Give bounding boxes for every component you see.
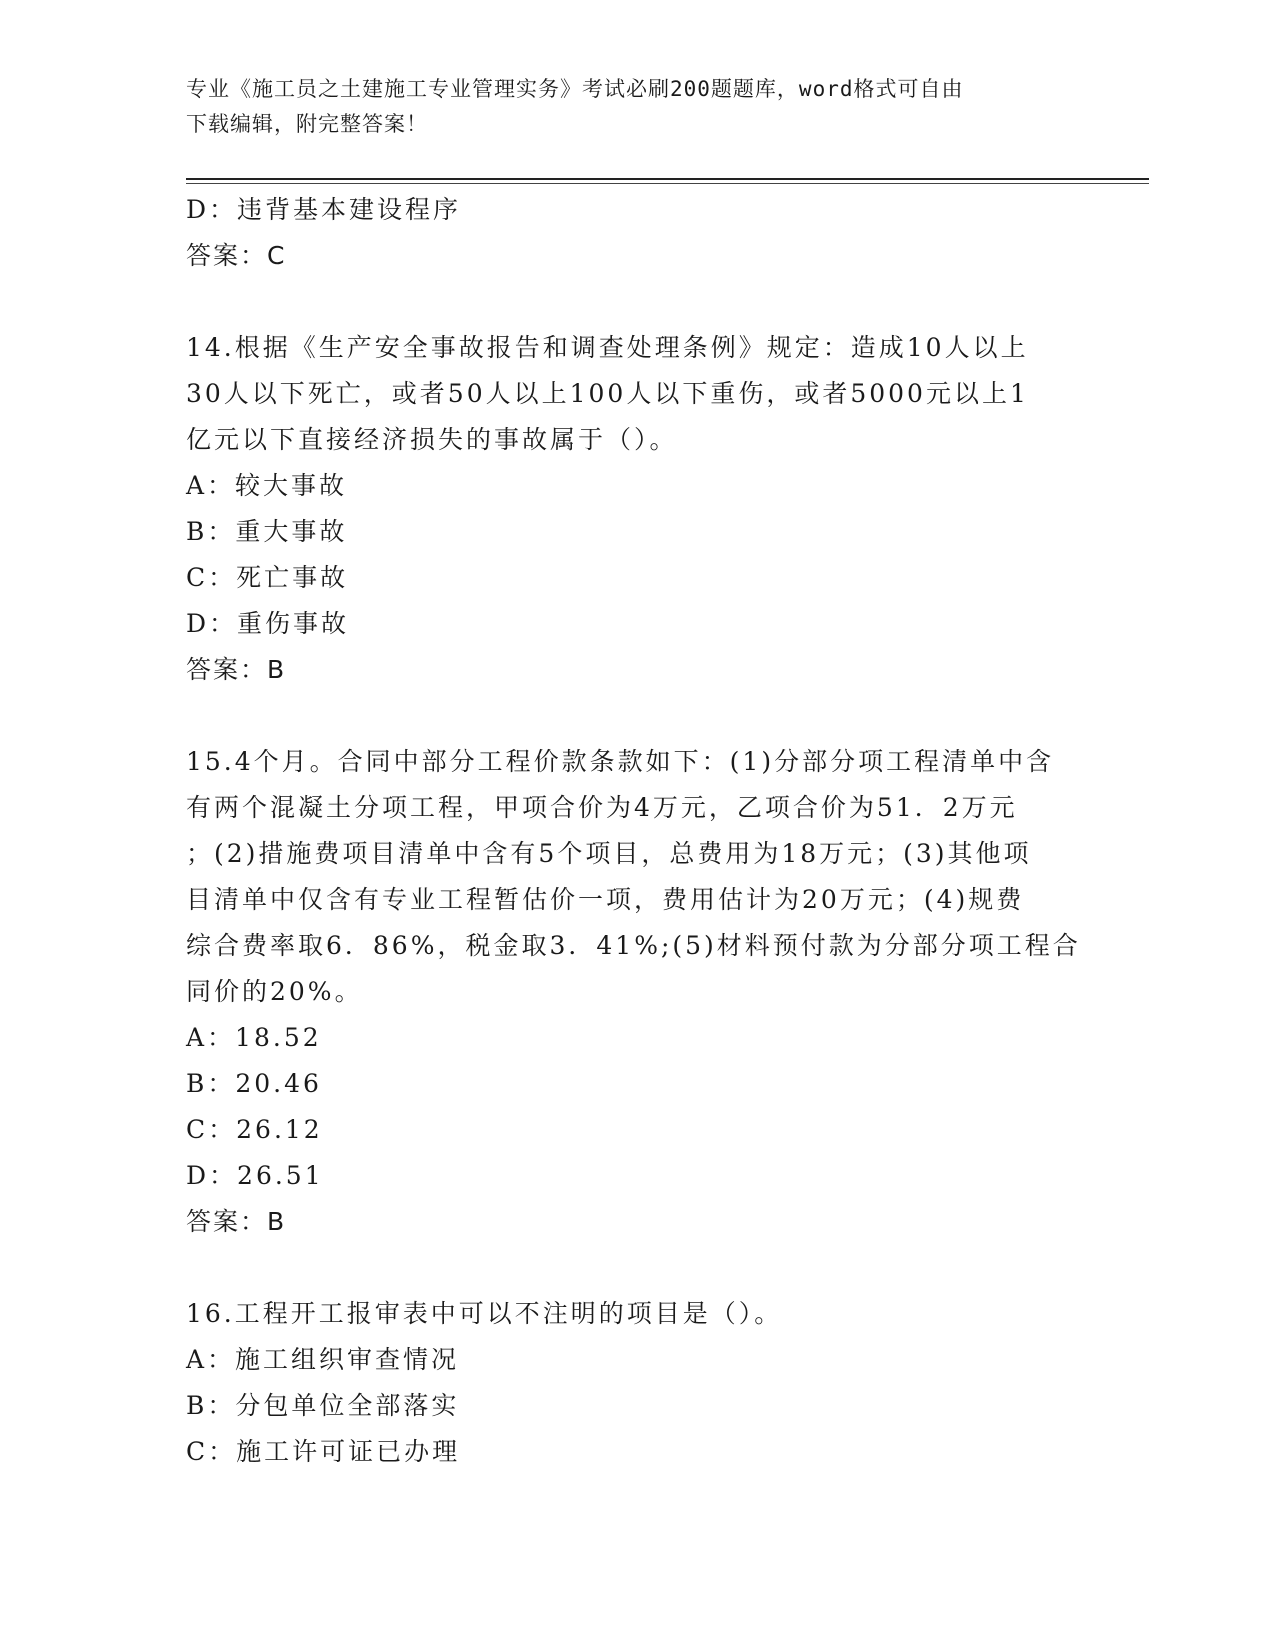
question-16	[186, 1291, 1086, 1475]
q15-stem-line-2: 有两个混凝土分项工程，甲项合价为4万元，乙项合价为51．2万元	[186, 793, 1018, 822]
header-line-1: 专业《施工员之土建施工专业管理实务》考试必刷200题题库，word格式可自由	[186, 77, 964, 101]
q16-stem-line-1: 16.工程开工报审表中可以不注明的项目是（）。	[186, 1299, 783, 1328]
q14-option-c: C：死亡事故	[186, 563, 349, 592]
q15-option-b: B：20.46	[186, 1069, 322, 1098]
q14-stem-line-3: 亿元以下直接经济损失的事故属于（）。	[186, 425, 678, 454]
q15-stem-line-5: 综合费率取6．86%，税金取3．41%;(5)材料预付款为分部分项工程合	[186, 931, 1081, 960]
q14-option-b: B：重大事故	[186, 517, 348, 546]
q15-stem-line-6: 同价的20%。	[186, 977, 363, 1006]
q14-option-a: A：较大事故	[186, 471, 348, 500]
q16-option-c: C：施工许可证已办理	[186, 1437, 461, 1466]
q15-stem-line-1: 15.4个月。合同中部分工程价款条款如下：(1)分部分项工程清单中含	[186, 747, 1055, 776]
page-header	[186, 72, 1066, 142]
q14-answer: 答案：B	[186, 655, 287, 684]
q15-option-c: C：26.12	[186, 1115, 323, 1144]
q15-option-d: D：26.51	[186, 1161, 324, 1190]
header-rule-thick	[186, 178, 1149, 180]
q15-option-a: A：18.52	[186, 1023, 322, 1052]
q14-stem-line-2: 30人以下死亡，或者50人以上100人以下重伤，或者5000元以上1	[186, 379, 1029, 408]
q16-option-b: B：分包单位全部落实	[186, 1391, 460, 1420]
q14-stem-line-1: 14.根据《生产安全事故报告和调查处理条例》规定：造成10人以上	[186, 333, 1029, 362]
q16-option-a: A：施工组织审查情况	[186, 1345, 460, 1374]
document-body	[186, 187, 1086, 1475]
header-rule-thin	[186, 183, 1149, 184]
q15-stem-line-4: 目清单中仅含有专业工程暂估价一项，费用估计为20万元；(4)规费	[186, 885, 1025, 914]
header-line-2: 下载编辑，附完整答案！	[186, 112, 428, 136]
q13-answer: 答案：C	[186, 241, 287, 270]
q15-stem-line-3: ；(2)措施费项目清单中含有5个项目，总费用为18万元；(3)其他项	[186, 839, 1032, 868]
q15-answer: 答案：B	[186, 1207, 287, 1236]
q14-option-d: D：重伤事故	[186, 609, 350, 638]
q13-option-d: D：违背基本建设程序	[186, 195, 462, 224]
question-15	[186, 739, 1086, 1245]
question-14	[186, 325, 1086, 693]
